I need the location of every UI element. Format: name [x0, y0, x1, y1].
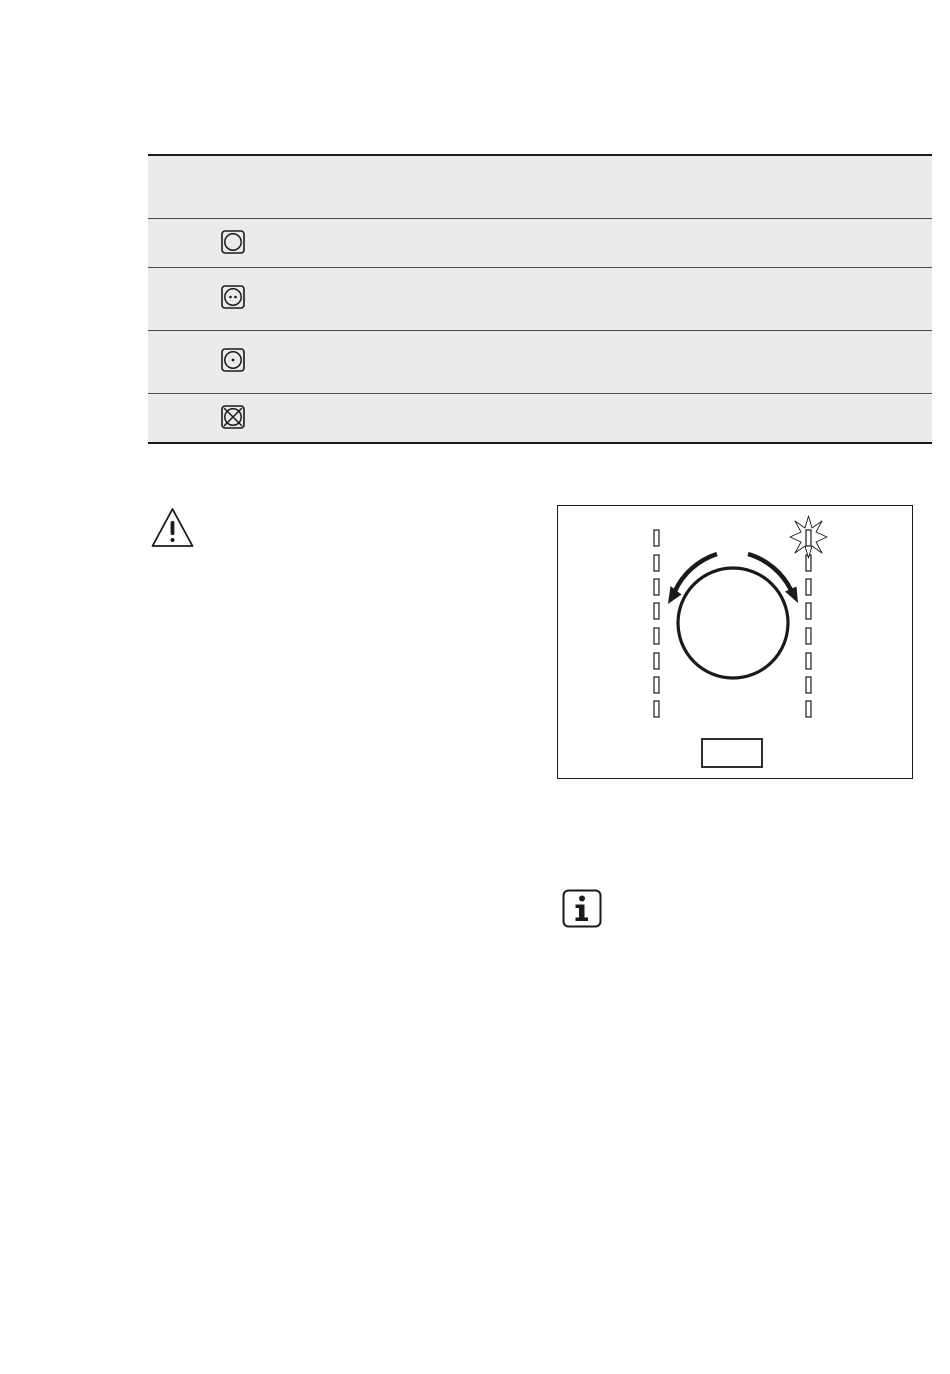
display-window	[702, 739, 762, 767]
dryer-normal-icon	[221, 230, 245, 254]
dryer-no-tumble-icon	[221, 405, 245, 429]
table-header-row	[148, 156, 932, 219]
info-icon	[562, 889, 602, 928]
dryer-two-dots-icon	[221, 285, 245, 309]
dial-knob-icon	[678, 568, 788, 678]
table-row	[148, 394, 932, 442]
rotate-left-arrow-icon	[668, 554, 717, 604]
dryer-one-dot-icon	[221, 348, 245, 372]
control-panel-figure	[557, 505, 913, 779]
care-symbol-table	[148, 154, 932, 444]
blinking-indicator-icon	[790, 516, 827, 558]
table-row	[148, 219, 932, 268]
table-row	[148, 268, 932, 331]
control-panel-drawing	[558, 506, 914, 780]
left-indicator-column	[654, 530, 659, 717]
rotate-right-arrow-icon	[748, 554, 798, 603]
warning-triangle-icon	[150, 506, 195, 550]
table-row	[148, 331, 932, 394]
